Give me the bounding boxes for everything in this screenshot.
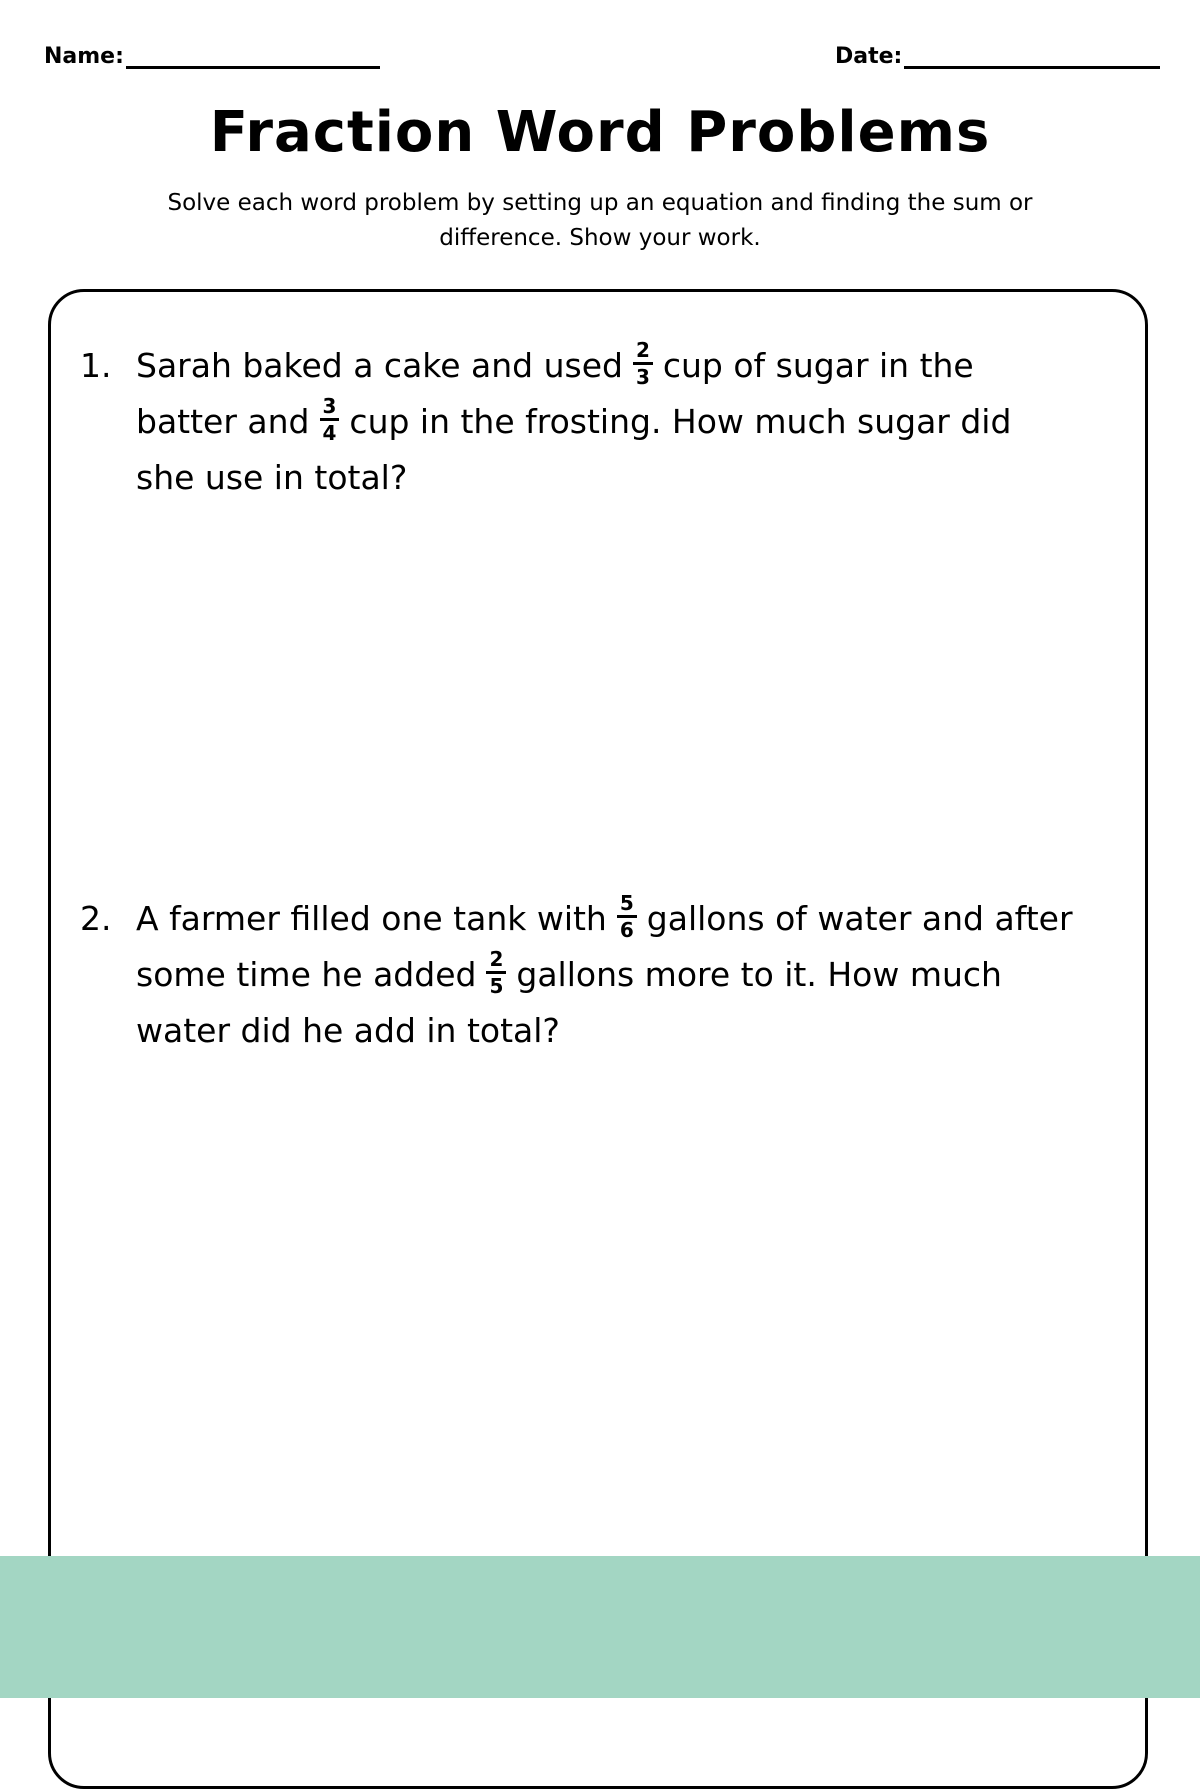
fraction [320,395,340,444]
problem-2 [80,891,1080,1059]
fraction [633,339,653,388]
name-line[interactable] [126,42,380,69]
date-line[interactable] [904,42,1160,69]
problem-1 [80,338,1080,506]
problem-text-part: cup in the frosting. How much sugar did she use in total? [136,402,1012,497]
footer-band [0,1556,1200,1698]
date-field[interactable] [835,42,1160,69]
problem-text [136,338,1080,506]
fraction-denominator: 6 [619,918,634,942]
problem-text-part: gallons more to it. How much water did he add in total? [136,955,1002,1050]
name-field[interactable] [44,42,380,69]
problem-number: 1. [80,346,112,385]
date-label: Date: [835,44,903,69]
page-title: Fraction Word Problems [209,100,991,165]
fraction [617,892,637,941]
problem-text [136,891,1080,1059]
problem-text-part: Sarah baked a cake and used [136,346,623,385]
fraction-denominator: 5 [489,974,504,998]
fraction-denominator: 3 [635,365,650,389]
problem-text-part: cup of sugar in the batter and [136,346,974,441]
problem-text-part: A farmer filled one tank with [136,899,607,938]
fraction-numerator: 2 [486,948,506,974]
fraction-numerator: 3 [320,395,340,421]
instructions-text: Solve each word problem by setting up an equation and finding the sum or difference. Show your work. [167,190,1033,251]
problem-text-part: gallons of water and after some time he added [136,899,1073,994]
fraction-numerator: 2 [633,339,653,365]
fraction [486,948,506,997]
fraction-numerator: 5 [617,892,637,918]
name-label: Name: [44,44,124,69]
problem-number: 2. [80,899,112,938]
fraction-denominator: 4 [322,421,337,445]
